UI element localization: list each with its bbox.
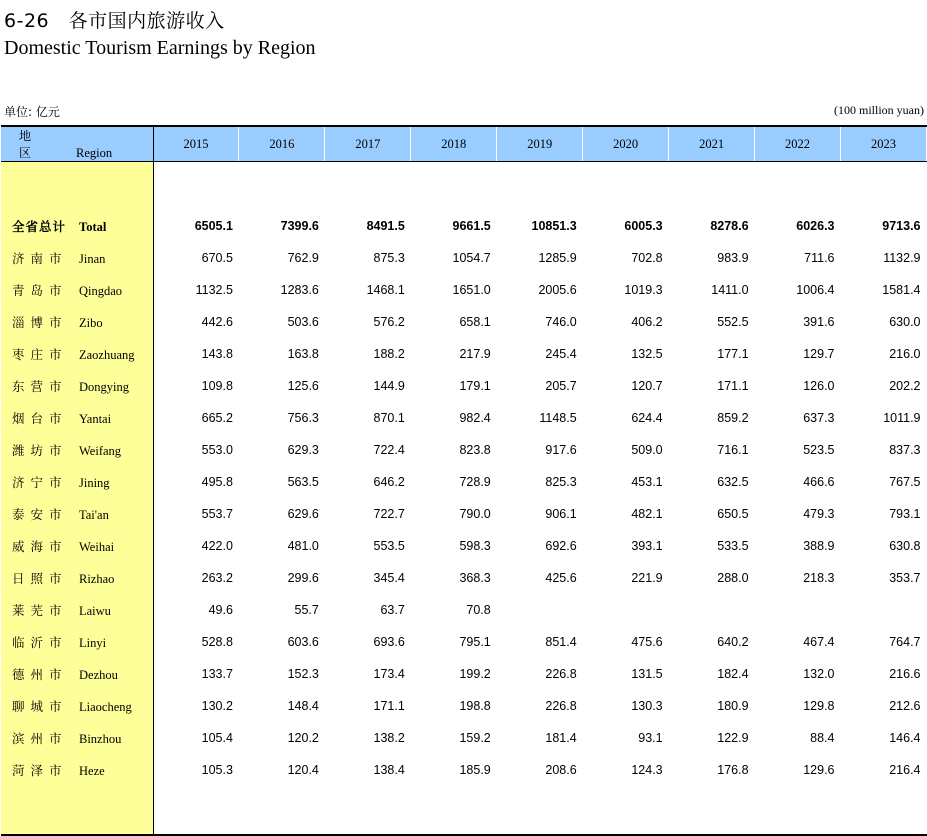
value-cell: 124.3: [631, 763, 663, 777]
region-cell: [1, 370, 153, 402]
value-cell: 180.9: [717, 699, 749, 713]
value-cell: 159.2: [459, 731, 491, 745]
value-cell: 152.3: [287, 667, 319, 681]
value-cell: 466.6: [803, 475, 835, 489]
value-cell: 388.9: [803, 539, 835, 553]
region-name-chinese: 济宁市: [12, 475, 68, 490]
value-cell: 509.0: [631, 443, 663, 457]
region-name-chinese: 德州市: [12, 667, 68, 682]
value-cell: 1132.5: [195, 283, 233, 297]
value-cell: 393.1: [631, 539, 663, 553]
value-cell: 1148.5: [539, 411, 577, 425]
table-row: [1, 498, 927, 530]
value-cell: 1006.4: [796, 283, 835, 297]
value-cell: 263.2: [201, 571, 233, 585]
value-cell: 126.0: [803, 379, 835, 393]
value-cell: 722.7: [373, 507, 405, 521]
region-cell: [1, 434, 153, 466]
value-cell: 702.8: [631, 251, 663, 265]
table-row: [1, 722, 927, 754]
year-column-header: 2021: [669, 126, 755, 162]
region-name-chinese: 滨州市: [12, 731, 68, 746]
value-cell: 495.8: [201, 475, 233, 489]
region-name-english: Heze: [79, 764, 105, 778]
value-cell: 1581.4: [882, 283, 921, 297]
value-cell: 746.0: [545, 315, 577, 329]
value-cell: 163.8: [287, 347, 319, 361]
value-cell: 870.1: [373, 411, 405, 425]
value-cell: 722.4: [373, 443, 405, 457]
value-cell: 875.3: [373, 251, 405, 265]
region-name-chinese: 聊城市: [12, 699, 68, 714]
value-cell: 1411.0: [711, 283, 749, 297]
value-cell: [841, 594, 927, 626]
region-cell: [1, 594, 153, 626]
value-cell: 825.3: [545, 475, 577, 489]
value-cell: 10851.3: [531, 219, 577, 233]
table-row: [1, 466, 927, 498]
value-cell: 563.5: [287, 475, 319, 489]
table-row: [1, 754, 927, 786]
value-cell: 692.6: [545, 539, 577, 553]
region-cell: [1, 562, 153, 594]
region-header-english: Region: [76, 146, 113, 160]
value-cell: 523.5: [803, 443, 835, 457]
value-cell: 368.3: [459, 571, 491, 585]
value-cell: 129.8: [803, 699, 835, 713]
table-title-chinese: 6-26 各市国内旅游收入: [4, 10, 225, 32]
table-row: [1, 274, 927, 306]
value-cell: [583, 594, 669, 626]
value-cell: 422.0: [201, 539, 233, 553]
region-name-chinese: 济南市: [12, 251, 68, 266]
value-cell: 7399.6: [280, 219, 319, 233]
table-row: [1, 434, 927, 466]
value-cell: 553.0: [201, 443, 233, 457]
region-name-chinese: 青岛市: [12, 283, 68, 298]
region-name-english: Zibo: [79, 316, 103, 330]
value-cell: 125.6: [287, 379, 319, 393]
value-cell: 762.9: [287, 251, 319, 265]
value-cell: 202.2: [889, 379, 921, 393]
value-cell: 533.5: [717, 539, 749, 553]
value-cell: 665.2: [201, 411, 233, 425]
value-cell: 552.5: [717, 315, 749, 329]
value-cell: 475.6: [631, 635, 663, 649]
value-cell: 391.6: [803, 315, 835, 329]
region-header-chinese: 地区: [19, 129, 44, 160]
value-cell: 1651.0: [452, 283, 491, 297]
value-cell: 632.5: [717, 475, 749, 489]
value-cell: 1468.1: [366, 283, 405, 297]
region-name-english: Dongying: [79, 380, 129, 394]
value-cell: 226.8: [545, 699, 577, 713]
value-cell: 859.2: [717, 411, 749, 425]
table-row: [1, 626, 927, 658]
value-cell: 182.4: [717, 667, 749, 681]
value-cell: 528.8: [201, 635, 233, 649]
region-cell: [1, 274, 153, 306]
value-cell: 1019.3: [624, 283, 663, 297]
unit-label-chinese: 单位: 亿元: [4, 105, 60, 119]
value-cell: 728.9: [459, 475, 491, 489]
region-cell: [1, 722, 153, 754]
unit-label-english: (100 million yuan): [834, 103, 924, 117]
value-cell: 851.4: [545, 635, 577, 649]
region-name-chinese: 日照市: [12, 571, 68, 586]
value-cell: 823.8: [459, 443, 491, 457]
value-cell: 670.5: [201, 251, 233, 265]
region-cell: [1, 466, 153, 498]
value-cell: 576.2: [373, 315, 405, 329]
region-name-english: Tai'an: [79, 508, 109, 522]
value-cell: 138.2: [373, 731, 405, 745]
value-cell: 1285.9: [538, 251, 577, 265]
region-cell: [1, 210, 153, 242]
value-cell: 553.7: [201, 507, 233, 521]
value-cell: 216.0: [889, 347, 921, 361]
value-cell: 790.0: [459, 507, 491, 521]
spacer-row: [1, 162, 927, 211]
table-row: [1, 338, 927, 370]
value-cell: 133.7: [201, 667, 233, 681]
value-cell: 906.1: [545, 507, 577, 521]
value-cell: 629.3: [287, 443, 319, 457]
value-cell: 1132.9: [883, 251, 921, 265]
value-cell: 637.3: [803, 411, 835, 425]
value-cell: 199.2: [459, 667, 491, 681]
value-cell: 640.2: [717, 635, 749, 649]
region-name-english: Rizhao: [79, 572, 115, 586]
region-name-chinese: 东营市: [12, 379, 68, 394]
region-name-chinese: 全省总计: [12, 219, 67, 234]
value-cell: 120.7: [631, 379, 663, 393]
region-name-english: Jinan: [79, 252, 106, 266]
value-cell: 218.3: [803, 571, 835, 585]
value-cell: 711.6: [804, 251, 835, 265]
value-cell: 503.6: [287, 315, 319, 329]
value-cell: 130.2: [201, 699, 233, 713]
value-cell: 481.0: [287, 539, 319, 553]
year-column-header: 2020: [583, 126, 669, 162]
value-cell: 917.6: [545, 443, 577, 457]
value-cell: 55.7: [294, 603, 319, 617]
region-name-english: Liaocheng: [79, 700, 132, 714]
value-cell: 1283.6: [280, 283, 319, 297]
value-cell: 93.1: [638, 731, 663, 745]
value-cell: 146.4: [889, 731, 921, 745]
value-cell: 212.6: [889, 699, 921, 713]
value-cell: 345.4: [373, 571, 405, 585]
region-name-chinese: 枣庄市: [12, 347, 68, 362]
value-cell: [497, 594, 583, 626]
year-column-header: 2017: [325, 126, 411, 162]
region-cell: [1, 306, 153, 338]
value-cell: 353.7: [889, 571, 921, 585]
value-cell: 198.8: [459, 699, 491, 713]
value-cell: 598.3: [459, 539, 491, 553]
table-row: [1, 594, 927, 626]
value-cell: 176.8: [717, 763, 749, 777]
value-cell: 982.4: [459, 411, 491, 425]
value-cell: 173.4: [373, 667, 405, 681]
header-row: [1, 126, 927, 162]
value-cell: 216.6: [889, 667, 921, 681]
value-cell: 479.3: [803, 507, 835, 521]
year-column-header: 2016: [239, 126, 325, 162]
value-cell: 658.1: [459, 315, 491, 329]
value-cell: 205.7: [545, 379, 577, 393]
region-column-header: [1, 126, 153, 162]
value-cell: 226.8: [545, 667, 577, 681]
value-cell: 629.6: [287, 507, 319, 521]
table-row: [1, 370, 927, 402]
value-cell: 177.1: [717, 347, 749, 361]
value-cell: 109.8: [201, 379, 233, 393]
tourism-earnings-table: [1, 125, 927, 836]
value-cell: 793.1: [889, 507, 921, 521]
value-cell: [755, 594, 841, 626]
table-row: [1, 402, 927, 434]
value-cell: [669, 594, 755, 626]
table-row: [1, 530, 927, 562]
region-name-chinese: 菏泽市: [12, 763, 68, 778]
value-cell: 120.2: [287, 731, 319, 745]
region-name-english: Binzhou: [79, 732, 122, 746]
value-cell: 88.4: [810, 731, 835, 745]
year-column-header: 2023: [841, 126, 927, 162]
region-cell: [1, 338, 153, 370]
value-cell: 132.0: [803, 667, 835, 681]
value-cell: 208.6: [545, 763, 577, 777]
value-cell: 983.9: [717, 251, 749, 265]
value-cell: 482.1: [631, 507, 663, 521]
value-cell: 105.3: [201, 763, 233, 777]
region-name-english: Jining: [79, 476, 110, 490]
value-cell: 132.5: [631, 347, 663, 361]
region-name-english: Yantai: [79, 412, 112, 426]
value-cell: 767.5: [889, 475, 921, 489]
value-cell: 129.7: [803, 347, 835, 361]
value-cell: 9713.6: [882, 219, 921, 233]
value-cell: 171.1: [373, 699, 405, 713]
value-cell: 553.5: [373, 539, 405, 553]
value-cell: 467.4: [803, 635, 835, 649]
value-cell: 8491.5: [366, 219, 405, 233]
region-name-english: Linyi: [79, 636, 107, 650]
region-name-english: Dezhou: [79, 668, 118, 682]
value-cell: 138.4: [373, 763, 405, 777]
value-cell: 756.3: [287, 411, 319, 425]
value-cell: 764.7: [889, 635, 921, 649]
region-cell: [1, 498, 153, 530]
year-column-header: 2015: [153, 126, 239, 162]
region-name-chinese: 淄博市: [12, 315, 68, 330]
region-cell: [1, 530, 153, 562]
value-cell: 795.1: [459, 635, 491, 649]
value-cell: 1054.7: [452, 251, 491, 265]
value-cell: 646.2: [373, 475, 405, 489]
value-cell: 144.9: [373, 379, 405, 393]
region-name-english: Zaozhuang: [79, 348, 135, 362]
value-cell: 6505.1: [194, 219, 233, 233]
table-row: [1, 658, 927, 690]
region-name-english: Weifang: [79, 444, 122, 458]
value-cell: 693.6: [373, 635, 405, 649]
region-name-chinese: 潍坊市: [12, 443, 68, 458]
value-cell: 425.6: [545, 571, 577, 585]
table-row: [1, 562, 927, 594]
value-cell: 406.2: [631, 315, 663, 329]
table-title-english: Domestic Tourism Earnings by Region: [4, 37, 316, 59]
value-cell: 221.9: [631, 571, 663, 585]
region-cell: [1, 402, 153, 434]
value-cell: 630.0: [889, 315, 921, 329]
value-cell: 131.5: [631, 667, 663, 681]
value-cell: 6026.3: [796, 219, 835, 233]
year-column-header: 2019: [497, 126, 583, 162]
region-cell: [1, 242, 153, 274]
region-name-chinese: 莱芜市: [12, 603, 68, 618]
region-cell: [1, 754, 153, 786]
region-name-chinese: 威海市: [12, 539, 68, 554]
value-cell: 245.4: [545, 347, 577, 361]
value-cell: 105.4: [201, 731, 233, 745]
region-cell: [1, 626, 153, 658]
value-cell: 288.0: [717, 571, 749, 585]
value-cell: 8278.6: [710, 219, 749, 233]
table-row: [1, 306, 927, 338]
value-cell: 130.3: [631, 699, 663, 713]
value-cell: 442.6: [201, 315, 233, 329]
value-cell: 837.3: [889, 443, 921, 457]
value-cell: 1011.9: [883, 411, 921, 425]
value-cell: 188.2: [373, 347, 405, 361]
value-cell: 217.9: [459, 347, 491, 361]
value-cell: 148.4: [287, 699, 319, 713]
region-name-chinese: 临沂市: [12, 635, 68, 650]
region-name-english: Total: [79, 220, 107, 234]
value-cell: 185.9: [459, 763, 491, 777]
value-cell: 181.4: [545, 731, 577, 745]
value-cell: 143.8: [201, 347, 233, 361]
year-column-header: 2022: [755, 126, 841, 162]
region-name-english: Weihai: [79, 540, 115, 554]
value-cell: 120.4: [287, 763, 319, 777]
region-name-chinese: 烟台市: [12, 411, 68, 426]
value-cell: 171.1: [717, 379, 749, 393]
value-cell: 49.6: [208, 603, 233, 617]
value-cell: 122.9: [717, 731, 749, 745]
value-cell: 70.8: [466, 603, 491, 617]
value-cell: 650.5: [717, 507, 749, 521]
year-column-header: 2018: [411, 126, 497, 162]
table-row: [1, 242, 927, 274]
value-cell: 6005.3: [624, 219, 663, 233]
region-name-chinese: 泰安市: [12, 507, 68, 522]
value-cell: 63.7: [380, 603, 405, 617]
value-cell: 624.4: [631, 411, 663, 425]
value-cell: 179.1: [459, 379, 491, 393]
region-cell: [1, 690, 153, 722]
value-cell: 2005.6: [538, 283, 577, 297]
value-cell: 453.1: [631, 475, 663, 489]
region-name-english: Qingdao: [79, 284, 123, 298]
value-cell: 9661.5: [452, 219, 491, 233]
total-row: [1, 210, 927, 242]
value-cell: 630.8: [889, 539, 921, 553]
value-cell: 299.6: [287, 571, 319, 585]
value-cell: 216.4: [889, 763, 921, 777]
value-cell: 129.6: [803, 763, 835, 777]
region-name-english: Laiwu: [79, 604, 111, 618]
value-cell: 603.6: [287, 635, 319, 649]
table-row: [1, 690, 927, 722]
region-cell: [1, 658, 153, 690]
value-cell: 716.1: [717, 443, 749, 457]
